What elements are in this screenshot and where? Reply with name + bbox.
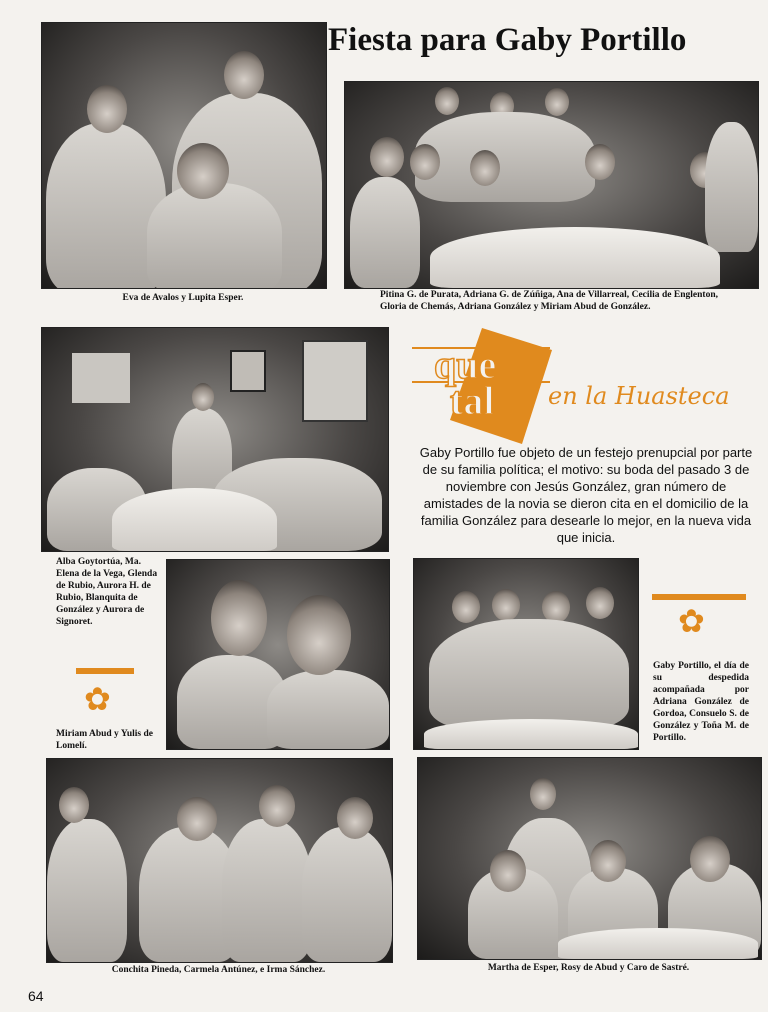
caption-photo-6: Conchita Pineda, Carmela Antúnez, e Irma Sánchez.	[111, 965, 326, 975]
photo-miriam-yulis	[166, 559, 390, 750]
logo-script: en la Huasteca	[548, 382, 730, 410]
caption-photo-5: Gaby Portillo, el día de su despedida acompañada por Adriana González de Gordoa, Consuelo S. de González y Toña M. de Portillo.	[653, 661, 749, 743]
svg-text:que: que	[434, 342, 497, 387]
photo-gaby-despedida	[413, 558, 639, 750]
que-tal-logo	[412, 322, 752, 444]
caption-photo-7: Martha de Esper, Rosy de Abud y Caro de Sastré.	[487, 963, 690, 973]
photo-living-room-group	[41, 327, 389, 552]
page-number: 64	[28, 988, 44, 1004]
page-title: Fiesta para Gaby Portillo	[328, 22, 687, 58]
photo-martha-rosy-caro	[417, 757, 762, 960]
flower-ornament-left: ✿	[76, 668, 136, 726]
article-body: Gaby Portillo fue objeto de un festejo prenupcial por parte de su familia política; el motivo: su boda del pasado 3 de noviembre con Jesús González, gran número de amistades de la novia se dieron cita en el domicilio de la familia González para desearle lo mejor, en la nueva vida que inicia.	[419, 445, 753, 545]
caption-photo-4: Miriam Abud y Yulis de Lomelí.	[56, 729, 153, 751]
photo-conchita-carmela-irma	[46, 758, 393, 963]
caption-photo-2: Pitina G. de Purata, Adriana G. de Zúñiga, Ana de Villarreal, Cecilia de Englenton, Gloria de Chemás, Adriana González y Miriam Abud de González.	[380, 290, 718, 312]
svg-text:tal: tal	[450, 378, 495, 423]
caption-photo-3: Alba Goytortúa, Ma. Elena de la Vega, Glenda de Rubio, Aurora H. de Rubio, Blanquita de González y Aurora de Signoret.	[56, 557, 158, 627]
photo-group-table	[344, 81, 759, 289]
caption-photo-1: Eva de Avalos y Lupita Esper.	[122, 293, 244, 303]
flower-ornament-right: ✿	[652, 594, 748, 644]
photo-eva-lupita	[41, 22, 327, 289]
